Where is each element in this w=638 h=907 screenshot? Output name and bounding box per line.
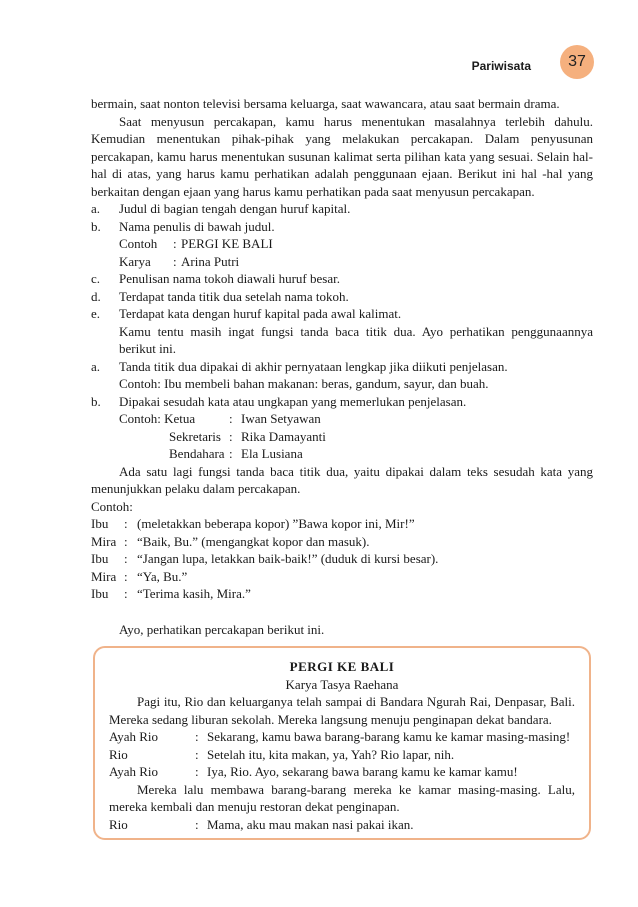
dialogue-line [109, 816, 575, 834]
example-row [91, 428, 593, 446]
list-item [91, 270, 593, 288]
speaker-sep: : [124, 516, 128, 531]
paragraph: Ada satu lagi fungsi tanda baca titik dua, yaitu dipakai dalam teks sesudah kata yang menunjukkan pelaku dalam percakapan. [91, 463, 593, 496]
main-text [91, 95, 593, 638]
dialogue-text: Sekarang, kamu bawa barang-barang kamu ke kamar masing-masing! [207, 729, 571, 744]
list-label: b. [91, 218, 101, 234]
speaker: Rio [109, 746, 128, 762]
speaker-sep: : [195, 746, 199, 762]
speaker-sep: : [124, 586, 128, 601]
list-item [91, 305, 593, 323]
dialogue-text: Setelah itu, kita makan, ya, Yah? Rio lapar, nih. [207, 746, 455, 762]
chapter-title: Pariwisata [471, 59, 531, 73]
dialogue-text: “Terima kasih, Mira.” [137, 586, 251, 601]
dialogue-line [91, 568, 593, 586]
list-item [91, 218, 593, 236]
example-value: Rika Damayanti [241, 428, 326, 444]
story-author: Karya Tasya Raehana [285, 676, 399, 692]
dialogue-text: “Jangan lupa, letakkan baik-baik!” (duduk di kursi besar). [137, 551, 439, 566]
list-label: d. [91, 288, 101, 304]
dialogue-line [109, 746, 575, 764]
list-text: Tanda titik dua dipakai di akhir pernyataan lengkap jika diikuti penjelasan. [119, 358, 508, 374]
spacer [91, 603, 593, 621]
story-box [93, 646, 591, 840]
example-row [91, 235, 593, 253]
list-text: Terdapat tanda titik dua setelah nama tokoh. [119, 288, 349, 304]
speaker-sep: : [195, 764, 199, 779]
speaker: Ayah Rio [109, 764, 158, 779]
dialogue-text: “Baik, Bu.” (mengangkat kopor dan masuk). [137, 533, 370, 549]
example-sep: : [229, 411, 233, 426]
example-row [91, 253, 593, 271]
paragraph: Saat menyusun percakapan, kamu harus menentukan masalahnya terlebih dahulu. Kemudian menentukan pihak-pihak yang melakukan percakapan. Dalam penyusunan percakapan, kamu harus menentukan susunan kalimat serta pilihan kata yang sesuai. Selain hal-hal di atas, yang harus kamu perhatikan adalah penggunaan ejaan. Berikut ini hal -hal yang berkaitan dengan ejaan yang harus kamu perhatikan pada saat menyusun percakapan. [91, 113, 593, 199]
list-label: b. [91, 393, 101, 409]
dialogue-line [109, 763, 575, 781]
example-value: Ela Lusiana [241, 446, 303, 461]
example-value: PERGI KE BALI [181, 236, 273, 251]
list-label: e. [91, 306, 101, 321]
paragraph: Kamu tentu masih ingat fungsi tanda baca titik dua. Ayo perhatikan penggunaannya berikut ini. [119, 323, 593, 356]
example-sep: : [229, 446, 233, 461]
dialogue-text: Mama, aku mau makan nasi pakai ikan. [207, 816, 414, 832]
dialogue-text: (meletakkan beberapa kopor) ”Bawa kopor ini, Mir!” [137, 516, 415, 531]
speaker: Rio [109, 816, 128, 832]
dialogue-line [109, 728, 575, 746]
list-item [91, 288, 593, 306]
list-text: Dipakai sesudah kata atau ungkapan yang memerlukan penjelasan. [119, 393, 467, 409]
speaker-sep: : [195, 729, 199, 744]
example-value: Arina Putri [181, 253, 240, 269]
speaker: Mira [91, 568, 117, 584]
list-text: Penulisan nama tokoh diawali huruf besar. [119, 271, 340, 286]
example-sep: : [173, 236, 177, 251]
speaker-sep: : [195, 816, 199, 832]
paragraph: Ayo, perhatikan percakapan berikut ini. [119, 621, 325, 637]
list-label: c. [91, 271, 101, 286]
speaker: Ibu [91, 586, 109, 601]
dialogue-text: “Ya, Bu.” [137, 568, 188, 584]
example-line: Contoh: Ibu membeli bahan makanan: beras, gandum, sayur, dan buah. [119, 376, 489, 391]
page-number-badge: 37 [560, 45, 594, 79]
example-value: Iwan Setyawan [241, 411, 321, 426]
dialogue-line [91, 515, 593, 533]
speaker-sep: : [124, 568, 128, 584]
list-item [91, 358, 593, 376]
example-sep: : [229, 428, 233, 444]
paragraph: Pagi itu, Rio dan keluarganya telah sampai di Bandara Ngurah Rai, Denpasar, Bali. Mereka sedang liburan sekolah. Mereka langsung menuju penginapan dekat bandara. [109, 694, 575, 727]
speaker: Ibu [91, 516, 109, 531]
list-item [91, 393, 593, 411]
list-label: a. [91, 201, 101, 216]
example-key: Karya [119, 253, 151, 269]
example-key: Bendahara [169, 446, 225, 461]
speaker: Ibu [91, 551, 109, 566]
list-label: a. [91, 358, 101, 374]
speaker-sep: : [124, 533, 128, 549]
story-title: PERGI KE BALI [289, 659, 395, 674]
page-header [294, 44, 594, 84]
list-text: Terdapat kata dengan huruf kapital pada awal kalimat. [119, 306, 402, 321]
speaker-sep: : [124, 551, 128, 566]
speaker: Mira [91, 533, 117, 549]
list-text: Judul di bagian tengah dengan huruf kapital. [119, 201, 351, 216]
list-item [91, 200, 593, 218]
paragraph: bermain, saat nonton televisi bersama keluarga, saat wawancara, atau saat bermain drama. [91, 96, 560, 111]
dialogue-text: Iya, Rio. Ayo, sekarang bawa barang kamu ke kamar kamu! [207, 764, 518, 779]
example-row [91, 445, 593, 463]
paragraph: Mereka lalu membawa barang-barang mereka ke kamar masing-masing. Lalu, mereka kembali dan menuju restoran dekat penginapan. [109, 781, 575, 814]
list-text: Nama penulis di bawah judul. [119, 218, 275, 234]
example-sep: : [173, 253, 177, 269]
example-heading: Contoh: [91, 498, 133, 514]
example-key: Contoh: Ketua [119, 411, 196, 426]
dialogue-line [91, 533, 593, 551]
speaker: Ayah Rio [109, 729, 158, 744]
dialogue-line [91, 585, 593, 603]
example-key: Sekretaris [169, 428, 221, 444]
example-row [91, 410, 593, 428]
dialogue-line [91, 550, 593, 568]
example-key: Contoh [119, 236, 158, 251]
